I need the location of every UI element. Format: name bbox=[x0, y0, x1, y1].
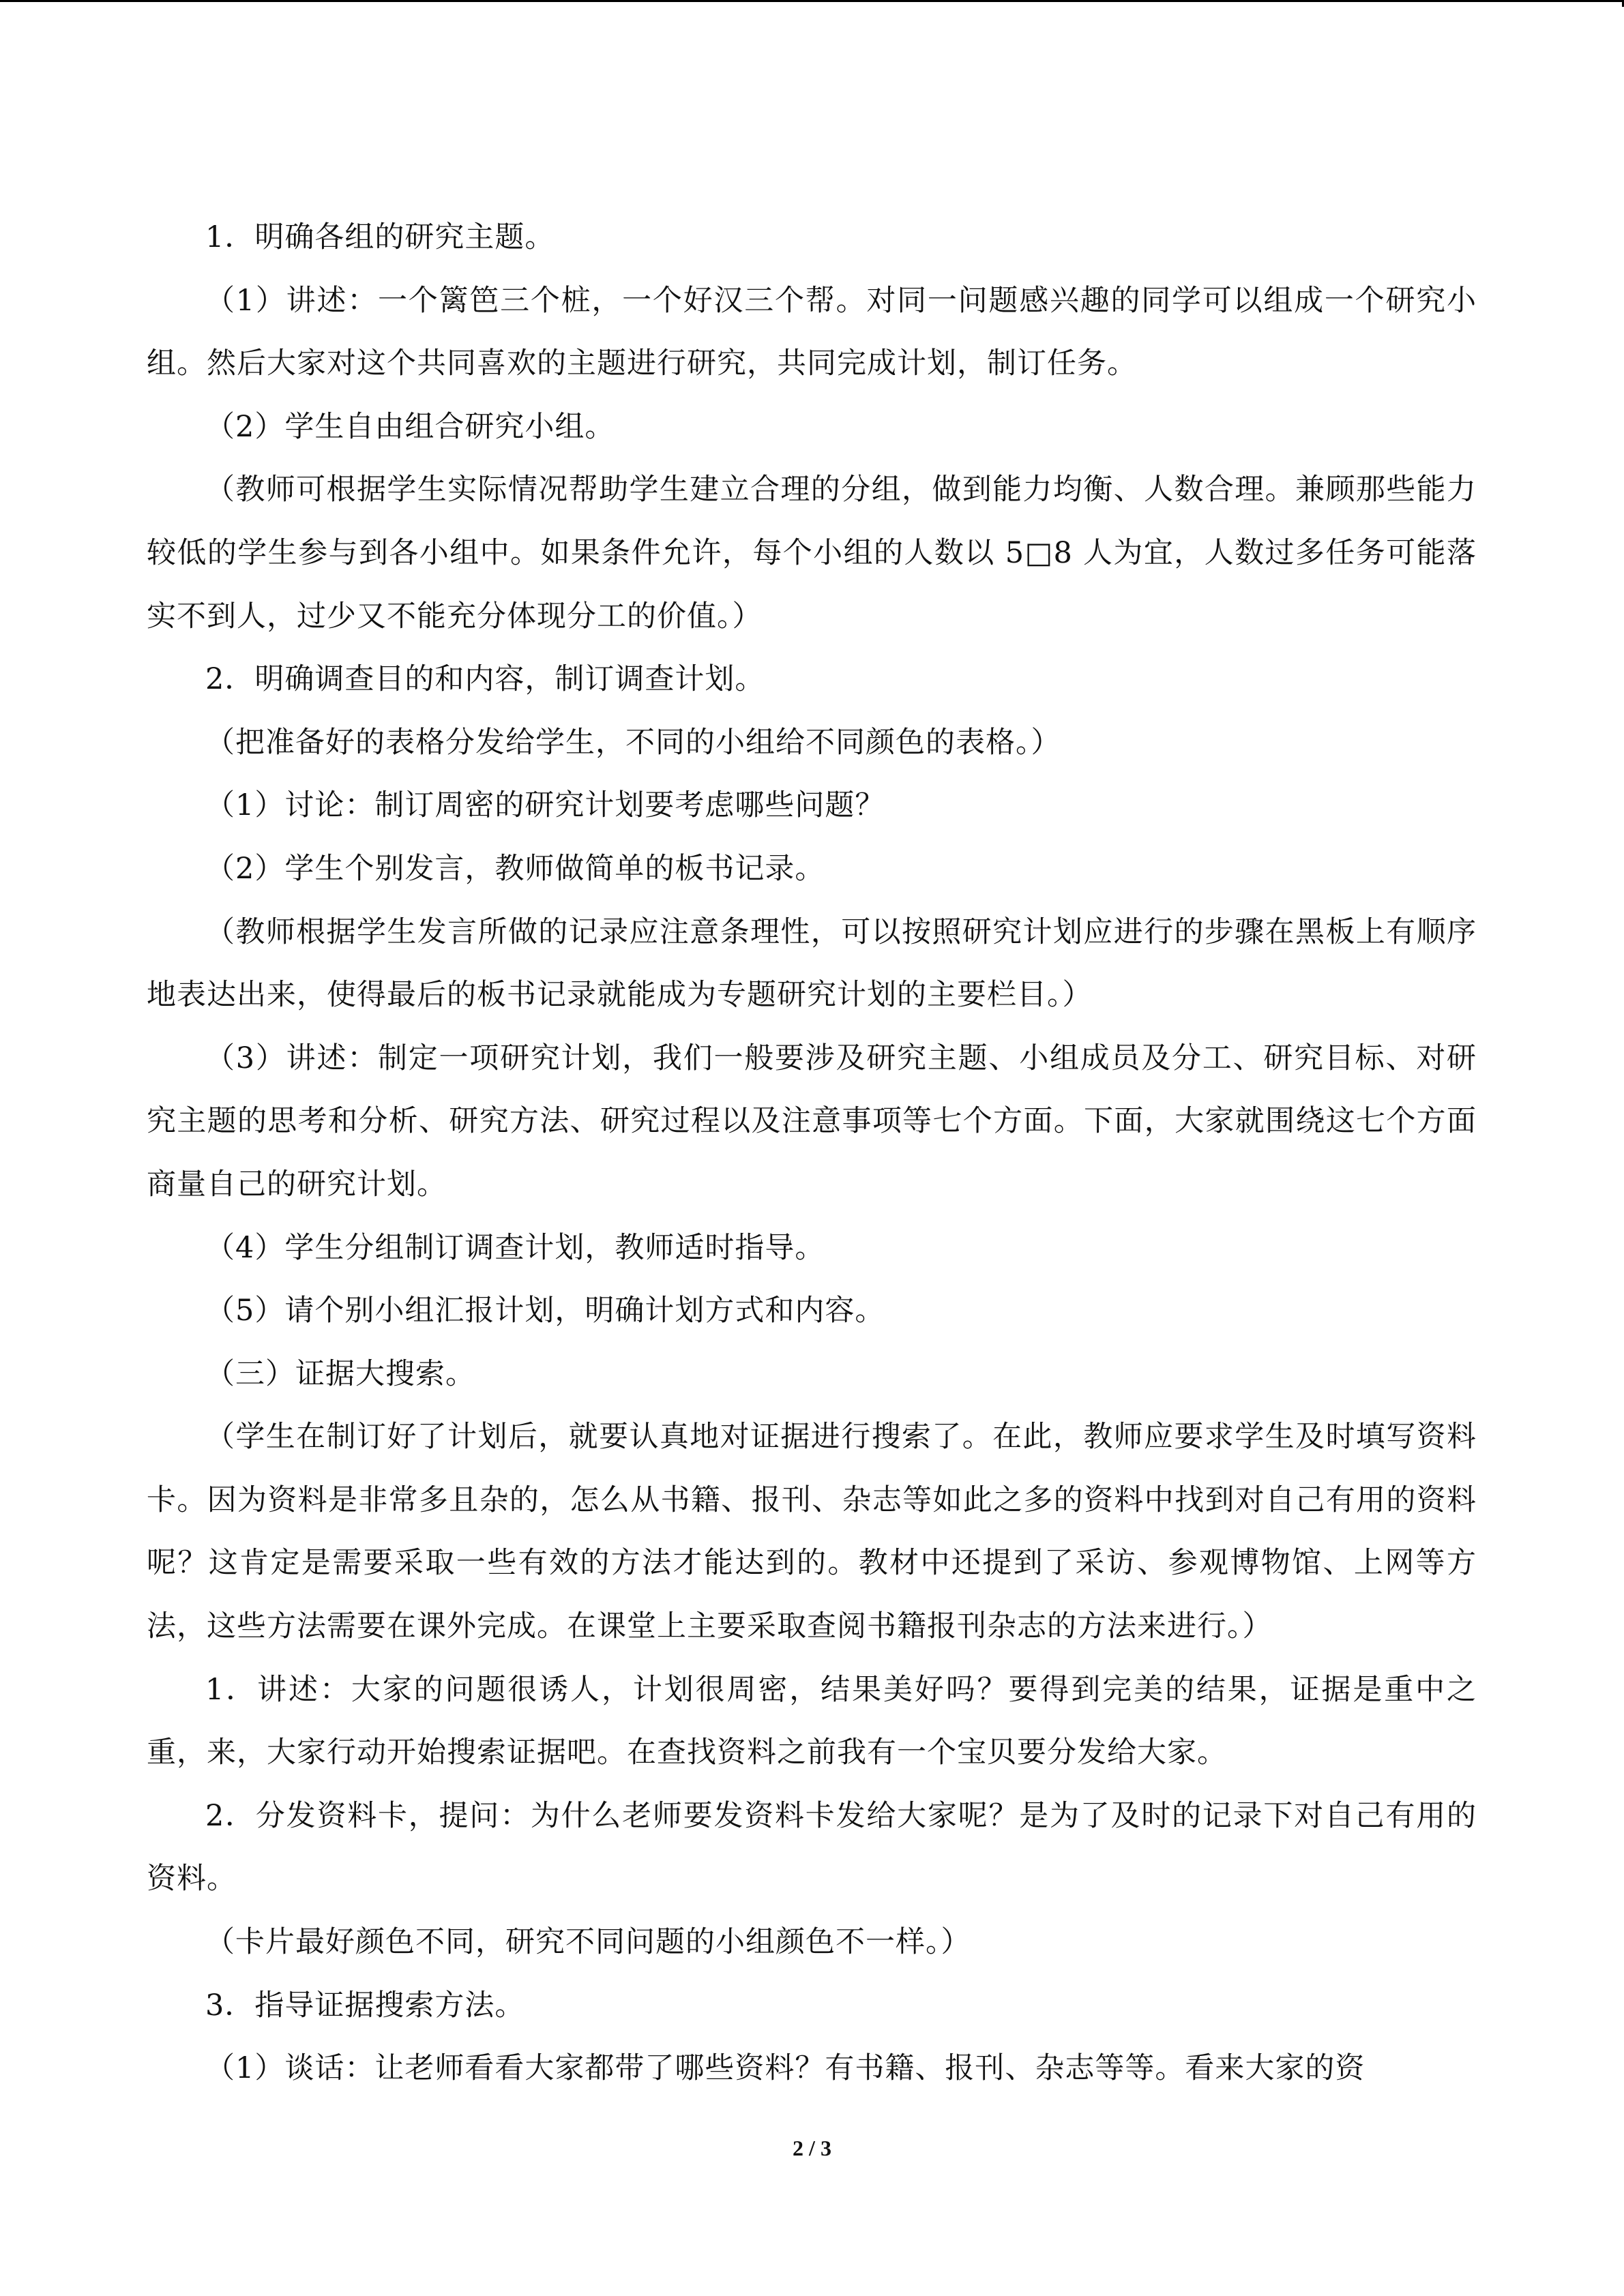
paragraph-8: （2）学生个别发言，教师做简单的板书记录。 bbox=[205, 851, 825, 886]
paragraph-15: 1．讲述：大家的问题很诱人，计划很周密，结果美好吗？要得到完美的结果，证据是重中之重，来，大家行动开始搜索证据吧。在查找资料之前我有一个宝贝要分发给大家。 bbox=[147, 1672, 1477, 1770]
paragraph-5: 2．明确调查目的和内容，制订调查计划。 bbox=[205, 662, 765, 697]
paragraph-4: （教师可根据学生实际情况帮助学生建立合理的分组，做到能力均衡、人数合理。兼顾那些能力较低的学生参与到各小组中。如果条件允许，每个小组的人数以 5□8 人为宜，人数过多任务可能落实不到人，过少又不能充分体现分工的价值。） bbox=[147, 473, 1477, 633]
paragraph-19: （1）谈话：让老师看看大家都带了哪些资料？有书籍、报刊、杂志等等。看来大家的资 bbox=[205, 2051, 1365, 2086]
paragraph-7: （1）讨论：制订周密的研究计划要考虑哪些问题？ bbox=[205, 788, 885, 823]
page-number: 2 / 3 bbox=[793, 2136, 831, 2160]
paragraph-17: （卡片最好颜色不同，研究不同问题的小组颜色不一样。） bbox=[205, 1925, 971, 1960]
section-heading: （三）证据大搜索。 bbox=[205, 1356, 475, 1391]
paragraph-6: （把准备好的表格分发给学生，不同的小组给不同颜色的表格。） bbox=[205, 725, 1061, 760]
paragraph-10: （3）讲述：制定一项研究计划，我们一般要涉及研究主题、小组成员及分工、研究目标、对研究主题的思考和分析、研究方法、研究过程以及注意事项等七个方面。下面，大家就围绕这七个方面商量自己的研究计划。 bbox=[147, 1041, 1477, 1202]
paragraph-14: （学生在制订好了计划后，就要认真地对证据进行搜索了。在此，教师应要求学生及时填写资料卡。因为资料是非常多且杂的，怎么从书籍、报刊、杂志等如此之多的资料中找到对自己有用的资料呢？这肯定是需要采取一些有效的方法才能达到的。教材中还提到了采访、参观博物馆、上网等方法，这些方法需要在课外完成。在课堂上主要采取查阅书籍报刊杂志的方法来进行。） bbox=[147, 1420, 1477, 1644]
paragraph-16: 2．分发资料卡，提问：为什么老师要发资料卡发给大家呢？是为了及时的记录下对自己有用的资料。 bbox=[147, 1798, 1477, 1896]
paragraph-1: 1．明确各组的研究主题。 bbox=[205, 220, 555, 254]
paragraph-12: （5）请个别小组汇报计划，明确计划方式和内容。 bbox=[205, 1294, 885, 1328]
paragraph-3: （2）学生自由组合研究小组。 bbox=[205, 409, 615, 444]
paragraph-18: 3．指导证据搜索方法。 bbox=[205, 1988, 525, 2023]
paragraph-2: （1）讲述：一个篱笆三个桩，一个好汉三个帮。对同一问题感兴趣的同学可以组成一个研究小组。然后大家对这个共同喜欢的主题进行研究，共同完成计划，制订任务。 bbox=[147, 283, 1477, 381]
page-top-border bbox=[0, 0, 1624, 2]
document-body bbox=[147, 206, 1477, 2100]
paragraph-11: （4）学生分组制订调查计划，教师适时指导。 bbox=[205, 1230, 825, 1265]
paragraph-9: （教师根据学生发言所做的记录应注意条理性，可以按照研究计划应进行的步骤在黑板上有顺序地表达出来，使得最后的板书记录就能成为专题研究计划的主要栏目。） bbox=[147, 914, 1477, 1013]
